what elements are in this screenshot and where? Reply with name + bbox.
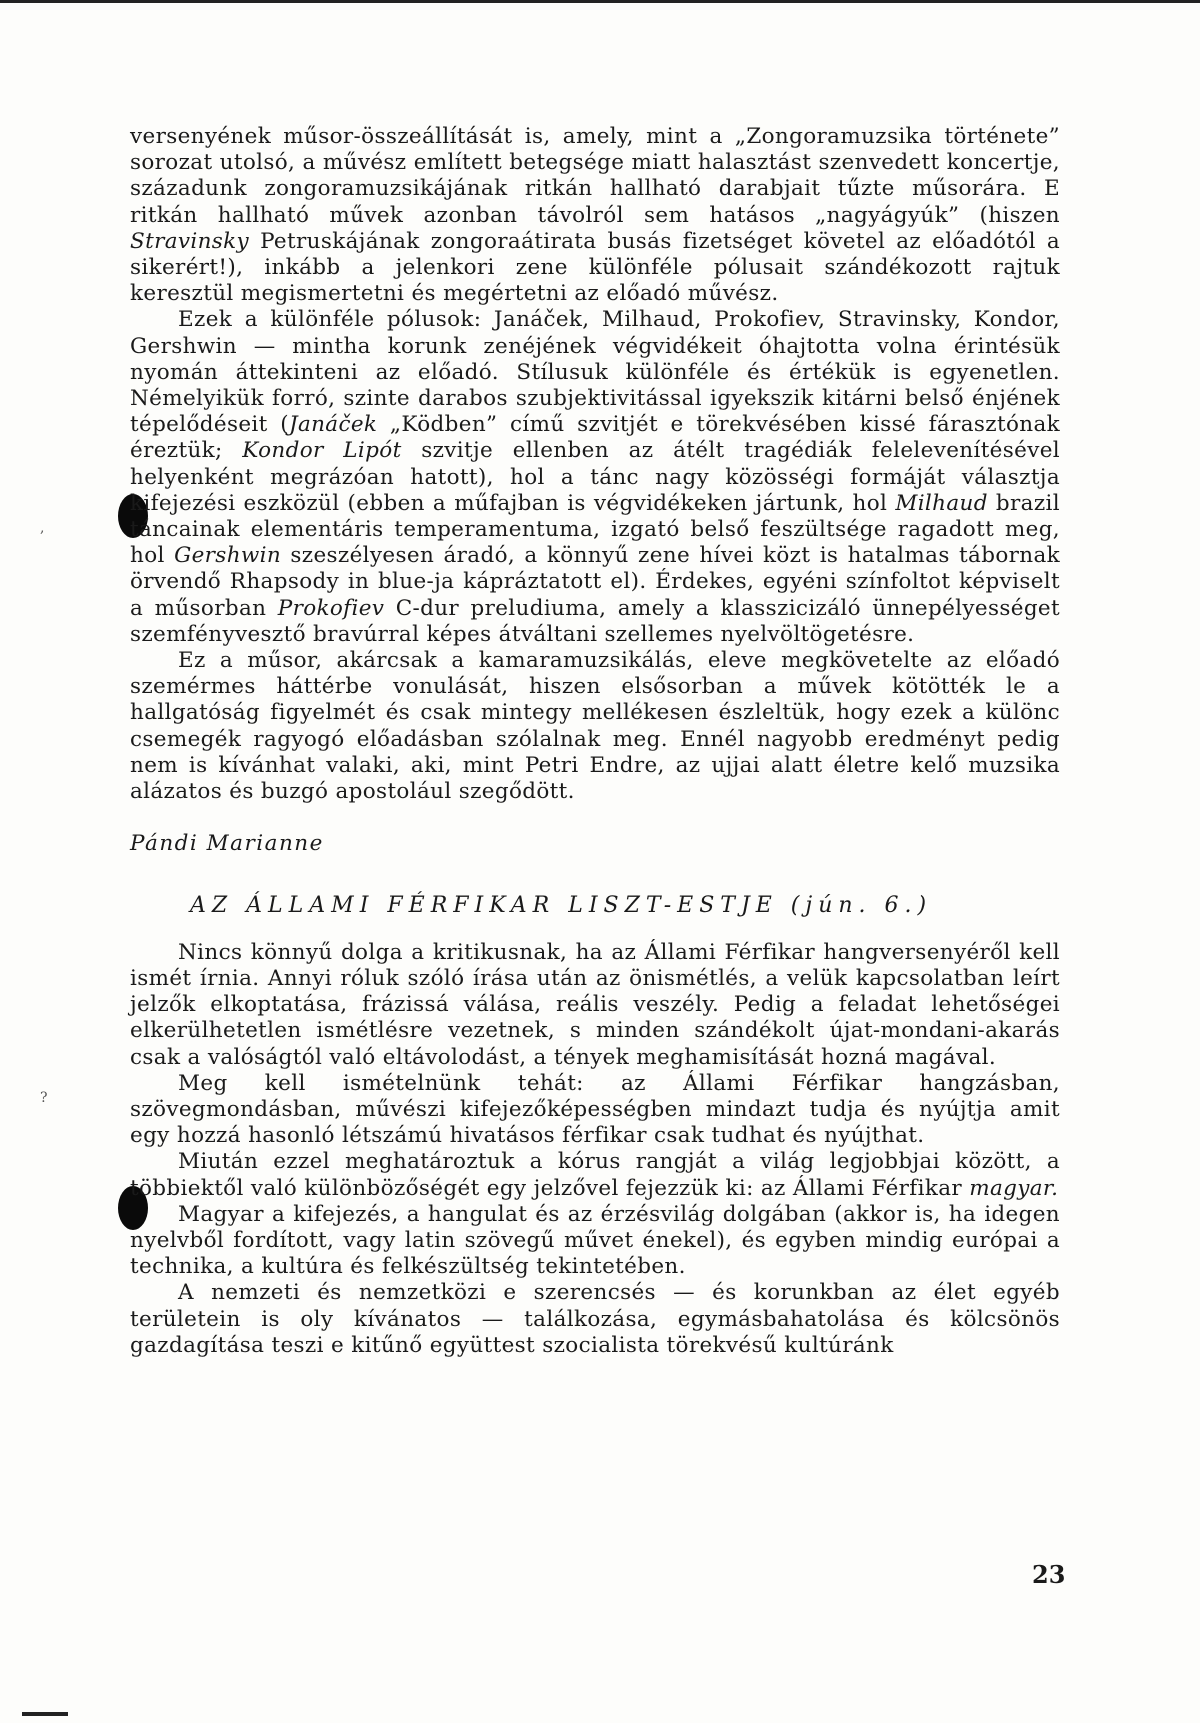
bottom-corner-mark <box>22 1712 68 1716</box>
paragraph: A nemzeti és nemzetközi e szerencsés — és korunkban az élet egyéb területein is oly kívánatos — találkozása, egymásbahatolása és kölcsönös gazdagítása teszi e kitűnő együttest szocialista törekvésű kultúránk <box>130 1280 1060 1358</box>
paragraph: Nincs könnyű dolga a kritikusnak, ha az Állami Férfikar hangversenyéről kell ismét írnia. Annyi róluk szóló írása után az önismétlés, a velük kapcsolatban leírt jelzők elkoptatása, frázissá válása, reális veszély. Pedig a feladat lehetőségei elkerülhetetlen ismétlésre vezetnek, s minden szándékolt újat-mondani-akarás csak a valóságtól való eltávolodást, a tények meghamisítását hozná magával. <box>130 939 1060 1070</box>
composer-name: Kondor Lipót <box>242 438 402 464</box>
composer-name: Stravinsky <box>130 228 250 254</box>
page-body <box>130 124 1060 1359</box>
article-heading: AZ ÁLLAMI FÉRFIKAR LISZT-ESTJE (jún. 6.) <box>190 893 933 919</box>
composer-name: Prokofiev <box>277 595 385 621</box>
paragraph: Ez a műsor, akárcsak a kamaramuzsikálás, eleve megkövetelte az előadó szemérmes háttérbe vonulását, hiszen elsősorban a művek kötötték le a hallgatóság figyelmét és csak mintegy mellékesen észleltük, hogy ezek a különc csemegék ragyogó előadásban szólalnak meg. Ennél nagyobb eredményt pedig nem is kívánhat valaki, aki, mint Petri Endre, az ujjai alatt életre kelő muzsika alázatos és buzgó apostolául szegődött. <box>130 648 1060 805</box>
paragraph: Ezek a különféle pólusok: Janáček, Milhaud, Prokofiev, Stravinsky, Kondor, Gershwin — mintha korunk zenéjének végvidékeit óhajtotta volna érintésük nyomán áttekinteni az előadó. Stílusuk különféle és értékük is egyenetlen. Némelyikük forró, szinte darabos szubjektivitással igyekszik kitárni belső énjének tépelődéseit (Janáček „Ködben” című szvitjét e törekvésében kissé fárasztónak éreztük; Kondor Lipót szvitje ellenben az átélt tragédiák felelevenítésével helyenként megrázóan hatott), hol a tánc nagy közösségi formáját választja kifejezési eszközül (ebben a műfajban is végvidékeken jártunk, hol Milhaud brazil táncainak elementáris temperamentuma, izgató belső feszültsége ragadott meg, hol Gershwin szeszélyesen áradó, a könnyű zene hívei közt is hatalmas tábornak örvendő Rhapsody in blue-ja kápráztatott el). Érdekes, egyéni színfoltot képviselt a műsorban Prokofiev C-dur preludiuma, amely a klasszicizáló ünnepélyességet szemfényvesztő bravúrral képes átváltani szellemes nyelvöltögetésre. <box>130 307 1061 647</box>
author-signature: Pándi Marianne <box>130 831 324 857</box>
top-edge-rule <box>0 0 1200 3</box>
composer-name: Milhaud <box>895 490 988 516</box>
paragraph: Magyar a kifejezés, a hangulat és az érzésvilág dolgában (akkor is, ha idegen nyelvből fordított, vagy latin szövegű művet énekel), és egyben mindig európai a technika, a kultúra és felkészültség tekintetében. <box>130 1201 1060 1280</box>
emphasis: magyar. <box>969 1175 1059 1201</box>
paragraph: Meg kell ismételnünk tehát: az Állami Férfikar hangzásban, szövegmondásban, művészi kifejezőképességben mindazt tudja és nyújtja amit egy hozzá hasonló létszámú hivatásos férfikar csak tudhat és nyújthat. <box>130 1070 1060 1149</box>
composer-name: Gershwin <box>174 543 282 569</box>
composer-name: Janáček <box>288 412 378 438</box>
paragraph: versenyének műsor-összeállítását is, amely, mint a „Zongoramuzsika története” sorozat utolsó, a művész említett betegsége miatt halasztást szenvedett koncertje, századunk zongoramuzsikájának ritkán hallható darabjait tűzte műsorára. E ritkán hallható művek azonban távolról sem hatásos „nagyágyúk” (hiszen Stravinsky Petruskájának zongoraátirata busás fizetséget követel az előadótól a sikerért!), inkább a jelenkori zene különféle pólusait szándékozott rajtuk keresztül megismertetni és megértetni az előadó művész. <box>130 124 1060 307</box>
page-number: 23 <box>1032 1560 1066 1589</box>
margin-mark: , <box>40 520 45 536</box>
paragraph: Miután ezzel meghatároztuk a kórus rangját a világ legjobbjai között, a többiektől való különbözőségét egy jelzővel fejezzük ki: az Állami Férfikar magyar. <box>130 1149 1060 1201</box>
margin-mark: ? <box>40 1090 48 1106</box>
